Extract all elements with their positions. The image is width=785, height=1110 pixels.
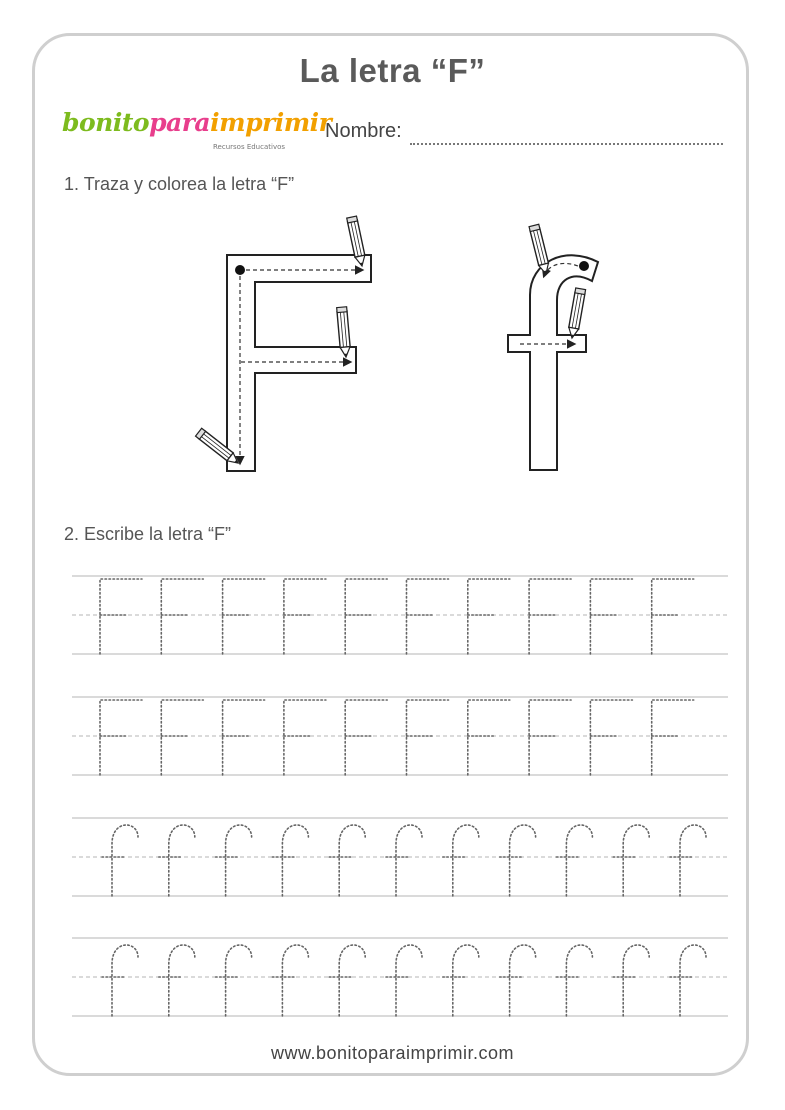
brand-logo-part1: bonito: [62, 108, 150, 137]
brand-logo: [62, 108, 331, 137]
brand-logo-part3: imprimir: [210, 108, 332, 137]
footer-url[interactable]: www.bonitoparaimprimir.com: [270, 1043, 515, 1063]
name-label: Nombre:: [325, 120, 402, 142]
brand-tagline: Recursos Educativos: [213, 143, 286, 151]
page-title: La letra “F”: [299, 52, 486, 89]
section-write-heading: 2. Escribe la letra “F”: [64, 524, 232, 544]
section-trace-heading: 1. Traza y colorea la letra “F”: [64, 174, 295, 194]
name-field[interactable]: [410, 143, 723, 145]
brand-logo-part2: para: [149, 108, 211, 137]
